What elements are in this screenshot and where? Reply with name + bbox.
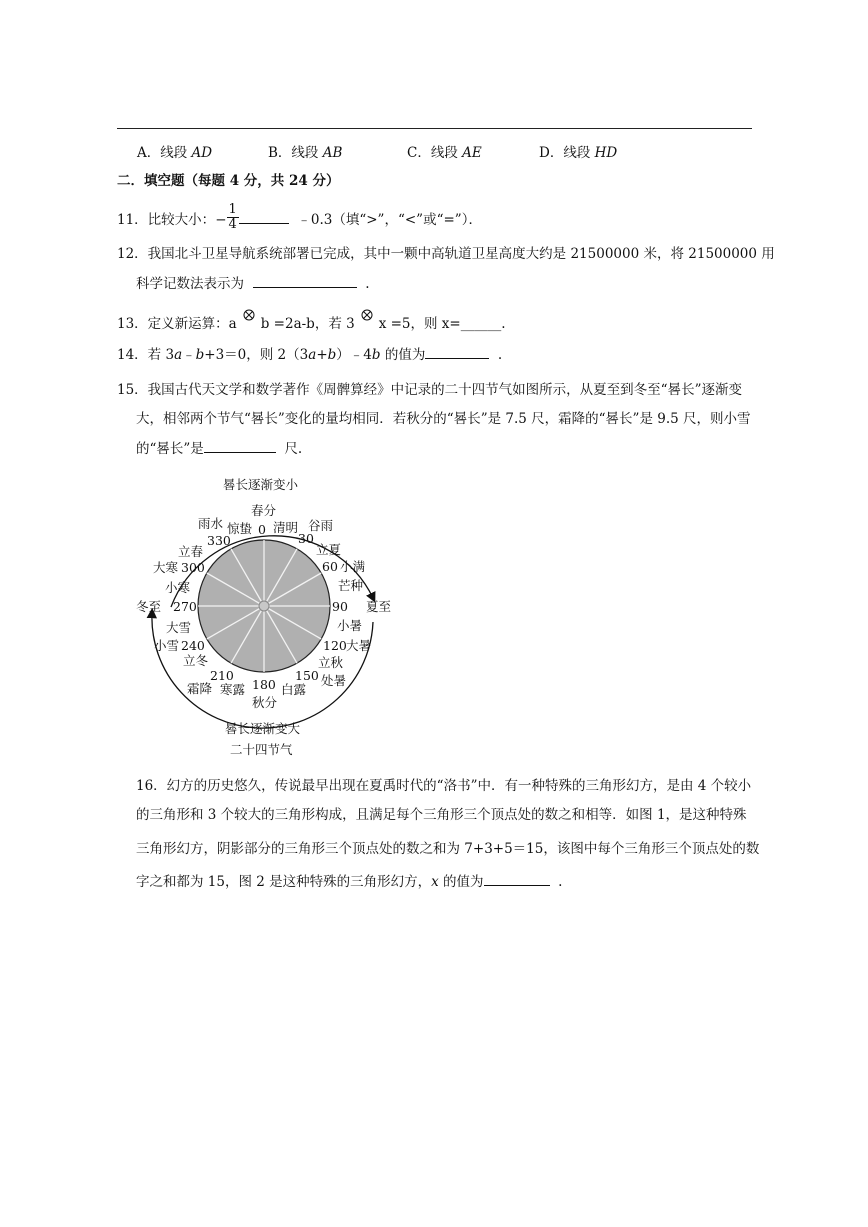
option-c-text: C．线段 bbox=[407, 145, 463, 161]
q15-text: 的“晷长”是 bbox=[136, 441, 204, 457]
q11-prefix: 11．比较大小： bbox=[117, 212, 216, 228]
term-label: 小暑 bbox=[337, 618, 363, 633]
question-12-line2 bbox=[136, 275, 369, 293]
term-label: 立春 bbox=[178, 544, 204, 559]
question-15-line3 bbox=[136, 440, 302, 458]
diagram-caption: 二十四节气 bbox=[230, 742, 293, 757]
q14-end: . bbox=[497, 347, 503, 363]
label-winter-solstice: 冬至 bbox=[136, 599, 162, 614]
q11-answer-blank[interactable] bbox=[239, 211, 289, 224]
option-b-var: AB bbox=[322, 145, 343, 161]
option-d-var: HD bbox=[594, 145, 618, 161]
term-label: 小满 bbox=[340, 559, 366, 574]
q11-minus: − bbox=[215, 212, 227, 228]
q16-text2: 的值为 bbox=[438, 874, 484, 890]
label-bottom: 晷长逐渐变大 bbox=[225, 721, 301, 736]
q14-t3: +3＝0，则 2（3 bbox=[204, 347, 309, 363]
option-d-text: D．线段 bbox=[539, 145, 595, 161]
question-11 bbox=[117, 202, 482, 235]
section-heading: 二．填空题（每题 4 分，共 24 分） bbox=[117, 173, 340, 189]
term-label: 惊蛰 bbox=[227, 521, 253, 536]
q15-answer-blank[interactable] bbox=[204, 440, 276, 453]
question-16-line4 bbox=[136, 873, 562, 891]
term-label: 大寒 bbox=[153, 560, 179, 575]
term-label: 立夏 bbox=[316, 542, 342, 557]
degree-label: 0 bbox=[258, 522, 266, 537]
question-14 bbox=[117, 346, 502, 364]
q14-var-b: b bbox=[327, 347, 337, 363]
top-rule bbox=[117, 128, 752, 129]
term-label: 清明 bbox=[273, 520, 299, 535]
q14-t2: ﹣ bbox=[182, 347, 196, 363]
center-dot bbox=[259, 601, 269, 611]
otimes-operator-icon bbox=[243, 309, 255, 321]
q12-end: . bbox=[365, 276, 370, 292]
q15-unit: 尺. bbox=[284, 441, 303, 457]
option-c bbox=[407, 141, 482, 161]
term-label: 秋分 bbox=[252, 695, 278, 710]
q16-end: . bbox=[558, 874, 563, 890]
q11-numerator: 1 bbox=[228, 202, 237, 217]
term-label: 小寒 bbox=[165, 580, 191, 595]
option-b-text: B．线段 bbox=[268, 145, 323, 161]
degree-label: 330 bbox=[207, 533, 231, 548]
label-top: 晷长逐渐变小 bbox=[223, 477, 299, 492]
q14-answer-blank[interactable] bbox=[425, 346, 489, 359]
q14-var-b: b bbox=[195, 347, 205, 363]
label-summer-solstice: 夏至 bbox=[366, 599, 392, 614]
term-label: 谷雨 bbox=[308, 518, 334, 533]
question-16-line1: 16．幻方的历史悠久，传说最早出现在夏禹时代的“洛书”中．有一种特殊的三角形幻方，是由 4 个较小 bbox=[136, 778, 752, 794]
term-label: 春分 bbox=[251, 503, 277, 518]
question-15-line2: 大，相邻两个节气“晷长”变化的量均相同．若秋分的“晷长”是 7.5 尺，霜降的“晷长”是 9.5 尺，则小雪 bbox=[136, 411, 751, 427]
q16-var-x: x bbox=[431, 874, 439, 890]
q13-part2: b =2a-b，若 3 bbox=[260, 316, 355, 332]
degree-label: 180 bbox=[252, 677, 276, 692]
option-a bbox=[137, 141, 212, 161]
degree-label: 120 bbox=[323, 638, 347, 653]
question-15-line1: 15．我国古代天文学和数学著作《周髀算经》中记录的二十四节气如图所示，从夏至到冬至“晷长”逐渐变 bbox=[117, 382, 742, 398]
degree-label: 60 bbox=[322, 559, 338, 574]
question-12-line1: 12．我国北斗卫星导航系统部署已完成，其中一颗中高轨道卫星高度大约是 21500000 米，将 21500000 用 bbox=[117, 246, 775, 262]
degree-label: 30 bbox=[298, 531, 314, 546]
term-label: 大雪 bbox=[166, 620, 192, 635]
option-c-var: AE bbox=[462, 145, 482, 161]
term-label: 大暑 bbox=[346, 638, 372, 653]
degree-label: 240 bbox=[181, 638, 205, 653]
q14-t5: ）﹣4 bbox=[336, 347, 372, 363]
q14-var-b: b bbox=[371, 347, 381, 363]
q12-answer-blank[interactable] bbox=[253, 275, 357, 288]
degree-label: 210 bbox=[210, 668, 234, 683]
q11-suffix: ﹣0.3（填“>”，“<”或“=”）． bbox=[297, 212, 482, 228]
q14-var-a: a bbox=[174, 347, 183, 363]
option-b bbox=[268, 141, 342, 161]
option-a-var: AD bbox=[191, 145, 213, 161]
q11-fraction bbox=[227, 203, 239, 232]
q11-denominator: 4 bbox=[228, 217, 237, 232]
term-label: 寒露 bbox=[220, 682, 246, 697]
term-label: 白露 bbox=[281, 682, 307, 697]
question-13 bbox=[117, 315, 506, 333]
question-16-line3: 三角形幻方，阴影部分的三角形三个顶点处的数之和为 7+3+5＝15，该图中每个三角形三个顶点处的数 bbox=[136, 841, 760, 857]
q14-var-a: a bbox=[308, 347, 317, 363]
q16-text: 字之和都为 15，图 2 是这种特殊的三角形幻方， bbox=[136, 874, 432, 890]
option-d bbox=[539, 141, 617, 161]
degree-label: 300 bbox=[181, 560, 205, 575]
term-label: 立冬 bbox=[183, 653, 209, 668]
term-label: 立秋 bbox=[318, 655, 344, 670]
q13-part1: 13．定义新运算：a bbox=[117, 316, 237, 332]
q16-answer-blank[interactable] bbox=[484, 873, 550, 886]
term-label: 处暑 bbox=[321, 673, 347, 688]
q13-part3: x =5，则 x=______. bbox=[378, 316, 506, 332]
term-label: 小雪 bbox=[154, 638, 180, 653]
degree-label: 90 bbox=[332, 599, 348, 614]
q14-t4: + bbox=[316, 347, 328, 363]
term-label: 雨水 bbox=[198, 516, 224, 531]
degree-label: 150 bbox=[295, 668, 319, 683]
term-label: 霜降 bbox=[187, 681, 213, 696]
term-label: 芒种 bbox=[338, 578, 364, 593]
q14-t1: 14．若 3 bbox=[117, 347, 175, 363]
option-a-text: A．线段 bbox=[137, 145, 192, 161]
question-16-line2: 的三角形和 3 个较大的三角形构成，且满足每个三角形三个顶点处的数之和相等．如图 1，是这种特殊 bbox=[136, 807, 747, 823]
q14-t6: 的值为 bbox=[380, 347, 426, 363]
solar-terms-diagram bbox=[136, 470, 395, 760]
otimes-operator-icon bbox=[361, 309, 373, 321]
q12-text: 科学记数法表示为 bbox=[136, 276, 244, 292]
degree-label: 270 bbox=[173, 599, 197, 614]
